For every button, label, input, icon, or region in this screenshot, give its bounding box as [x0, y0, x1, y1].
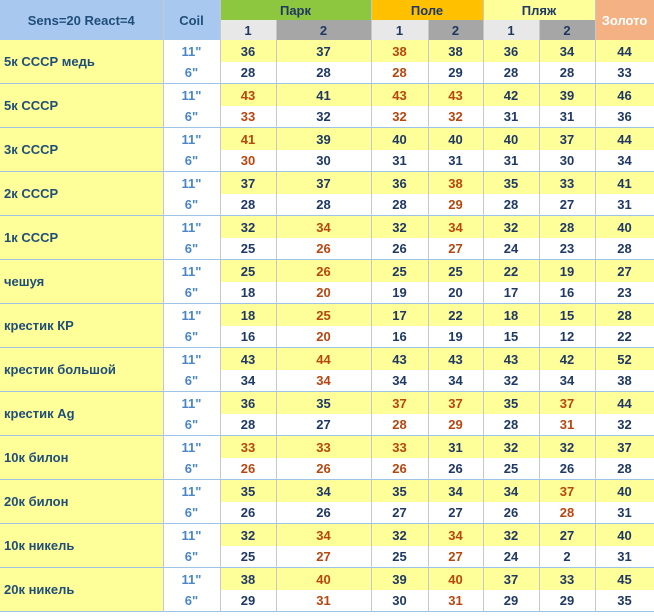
depth-value: 26: [220, 458, 276, 480]
depth-value: 43: [371, 348, 428, 371]
park-header: Парк: [220, 0, 371, 20]
gold-value: 38: [595, 370, 654, 392]
depth-value: 36: [483, 40, 539, 62]
depth-value: 16: [539, 282, 595, 304]
gold-value: 46: [595, 84, 654, 107]
depth-value: 40: [371, 128, 428, 151]
coin-name: 5к СССР: [0, 84, 163, 128]
depth-value: 40: [276, 568, 371, 591]
depth-value: 12: [539, 326, 595, 348]
depth-value: 28: [371, 62, 428, 84]
table-row: [0, 216, 654, 239]
coil-size: 11": [163, 392, 220, 415]
depth-value: 28: [539, 502, 595, 524]
coin-name: крестик КР: [0, 304, 163, 348]
depth-value: 29: [428, 62, 483, 84]
depth-value: 44: [276, 348, 371, 371]
coil-size: 6": [163, 414, 220, 436]
depth-value: 36: [371, 172, 428, 195]
depth-value: 25: [371, 260, 428, 283]
depth-value: 43: [428, 84, 483, 107]
gold-value: 40: [595, 524, 654, 547]
depth-value: 34: [276, 370, 371, 392]
depth-value: 15: [483, 326, 539, 348]
coil-size: 11": [163, 128, 220, 151]
pole-sub-2: 2: [428, 20, 483, 40]
pole-header: Поле: [371, 0, 483, 20]
depth-value: 17: [371, 304, 428, 327]
depth-value: 18: [483, 304, 539, 327]
gold-header: Золото: [595, 0, 654, 40]
depth-value: 35: [483, 172, 539, 195]
coil-size: 6": [163, 458, 220, 480]
depth-value: 15: [539, 304, 595, 327]
depth-value: 43: [428, 348, 483, 371]
coil-size: 11": [163, 524, 220, 547]
depth-value: 28: [539, 62, 595, 84]
depth-value: 38: [371, 40, 428, 62]
depth-value: 34: [220, 370, 276, 392]
coil-size: 6": [163, 194, 220, 216]
gold-value: 28: [595, 304, 654, 327]
depth-value: 42: [539, 348, 595, 371]
depth-value: 27: [276, 414, 371, 436]
depth-value: 25: [371, 546, 428, 568]
gold-value: 31: [595, 194, 654, 216]
coin-name: 20к никель: [0, 568, 163, 612]
depth-value: 30: [220, 150, 276, 172]
gold-value: 31: [595, 502, 654, 524]
gold-value: 41: [595, 172, 654, 195]
table-row: [0, 172, 654, 195]
depth-value: 26: [371, 458, 428, 480]
depth-value: 34: [483, 480, 539, 503]
depth-value: 25: [220, 546, 276, 568]
depth-value: 32: [483, 216, 539, 239]
depth-value: 43: [371, 84, 428, 107]
coil-size: 6": [163, 62, 220, 84]
depth-value: 31: [539, 106, 595, 128]
gold-value: 33: [595, 62, 654, 84]
depth-value: 25: [276, 304, 371, 327]
gold-value: 28: [595, 458, 654, 480]
gold-value: 34: [595, 150, 654, 172]
depth-value: 28: [483, 414, 539, 436]
depth-value: 36: [220, 40, 276, 62]
depth-value: 37: [276, 40, 371, 62]
coil-size: 11": [163, 568, 220, 591]
gold-value: 31: [595, 546, 654, 568]
depth-value: 25: [220, 238, 276, 260]
depth-value: 34: [428, 480, 483, 503]
depth-value: 34: [539, 40, 595, 62]
table-row: [0, 524, 654, 547]
depth-value: 37: [539, 392, 595, 415]
depth-value: 34: [276, 480, 371, 503]
depth-value: 35: [220, 480, 276, 503]
depth-value: 32: [483, 436, 539, 459]
table-row: [0, 348, 654, 371]
coin-name: 5к СССР медь: [0, 40, 163, 84]
depth-value: 2: [539, 546, 595, 568]
gold-value: 35: [595, 590, 654, 612]
depth-value: 35: [483, 392, 539, 415]
coil-size: 11": [163, 480, 220, 503]
depth-value: 34: [428, 216, 483, 239]
plyazh-sub-1: 1: [483, 20, 539, 40]
coil-size: 11": [163, 216, 220, 239]
depth-value: 27: [428, 546, 483, 568]
depth-value: 29: [539, 590, 595, 612]
depth-value: 32: [483, 370, 539, 392]
depth-value: 16: [220, 326, 276, 348]
depth-value: 27: [371, 502, 428, 524]
coil-size: 11": [163, 260, 220, 283]
coin-name: 10к никель: [0, 524, 163, 568]
coin-name: чешуя: [0, 260, 163, 304]
gold-value: 40: [595, 480, 654, 503]
depth-value: 39: [276, 128, 371, 151]
depth-value: 37: [276, 172, 371, 195]
depth-value: 19: [428, 326, 483, 348]
depth-value: 37: [483, 568, 539, 591]
settings-header: Sens=20 React=4: [0, 0, 163, 40]
coin-name: 1к СССР: [0, 216, 163, 260]
gold-value: 45: [595, 568, 654, 591]
depth-value: 18: [220, 304, 276, 327]
depth-value: 20: [276, 326, 371, 348]
depth-value: 23: [539, 238, 595, 260]
coil-size: 6": [163, 590, 220, 612]
gold-value: 28: [595, 238, 654, 260]
depth-value: 31: [428, 436, 483, 459]
table-row: [0, 568, 654, 591]
gold-value: 23: [595, 282, 654, 304]
depth-value: 28: [483, 194, 539, 216]
depth-value: 38: [428, 172, 483, 195]
depth-value: 27: [428, 502, 483, 524]
coil-size: 11": [163, 436, 220, 459]
depth-value: 32: [220, 216, 276, 239]
depth-value: 26: [276, 502, 371, 524]
depth-value: 26: [276, 260, 371, 283]
depth-value: 34: [539, 370, 595, 392]
pole-sub-1: 1: [371, 20, 428, 40]
table-body: [0, 40, 654, 612]
depth-value: 41: [220, 128, 276, 151]
depth-value: 31: [428, 590, 483, 612]
depth-value: 33: [220, 106, 276, 128]
coil-size: 6": [163, 238, 220, 260]
depth-value: 28: [539, 216, 595, 239]
gold-value: 36: [595, 106, 654, 128]
depth-value: 26: [276, 238, 371, 260]
depth-value: 25: [483, 458, 539, 480]
depth-value: 20: [276, 282, 371, 304]
depth-value: 40: [483, 128, 539, 151]
depth-value: 25: [220, 260, 276, 283]
coil-size: 11": [163, 84, 220, 107]
park-sub-2: 2: [276, 20, 371, 40]
table-row: [0, 436, 654, 459]
depth-value: 34: [276, 524, 371, 547]
depth-value: 26: [428, 458, 483, 480]
depth-value: 32: [483, 524, 539, 547]
depth-value: 22: [428, 304, 483, 327]
depth-value: 29: [428, 414, 483, 436]
depth-value: 26: [539, 458, 595, 480]
depth-value: 19: [539, 260, 595, 283]
depth-value: 31: [483, 150, 539, 172]
depth-value: 39: [539, 84, 595, 107]
coin-name: крестик Ag: [0, 392, 163, 436]
depth-value: 32: [371, 524, 428, 547]
depth-value: 33: [371, 436, 428, 459]
gold-value: 22: [595, 326, 654, 348]
gold-value: 32: [595, 414, 654, 436]
coil-size: 11": [163, 348, 220, 371]
depth-value: 30: [539, 150, 595, 172]
coil-size: 11": [163, 40, 220, 62]
depth-value: 31: [371, 150, 428, 172]
depth-value: 43: [220, 84, 276, 107]
gold-value: 44: [595, 40, 654, 62]
plyazh-header: Пляж: [483, 0, 595, 20]
coin-name: 3к СССР: [0, 128, 163, 172]
depth-value: 22: [483, 260, 539, 283]
depth-value: 35: [371, 480, 428, 503]
depth-value: 32: [276, 106, 371, 128]
depth-value: 24: [483, 546, 539, 568]
table-row: [0, 304, 654, 327]
depth-value: 37: [428, 392, 483, 415]
depth-value: 28: [220, 62, 276, 84]
depth-value: 29: [428, 194, 483, 216]
depth-value: 33: [539, 568, 595, 591]
depth-value: 18: [220, 282, 276, 304]
depth-value: 32: [539, 436, 595, 459]
depth-value: 37: [371, 392, 428, 415]
coil-size: 11": [163, 304, 220, 327]
depth-value: 28: [276, 194, 371, 216]
depth-value: 19: [371, 282, 428, 304]
gold-value: 37: [595, 436, 654, 459]
depth-value: 37: [220, 172, 276, 195]
coin-name: 2к СССР: [0, 172, 163, 216]
depth-value: 27: [539, 194, 595, 216]
gold-value: 40: [595, 216, 654, 239]
depth-value: 32: [428, 106, 483, 128]
depth-value: 33: [539, 172, 595, 195]
depth-value: 34: [428, 370, 483, 392]
table-row: [0, 128, 654, 151]
depth-value: 43: [220, 348, 276, 371]
depth-value: 27: [428, 238, 483, 260]
depth-value: 34: [276, 216, 371, 239]
depth-value: 28: [220, 194, 276, 216]
coin-name: крестик большой: [0, 348, 163, 392]
table-row: [0, 480, 654, 503]
table-row: [0, 392, 654, 415]
depth-value: 20: [428, 282, 483, 304]
depth-value: 35: [276, 392, 371, 415]
depth-value: 32: [371, 106, 428, 128]
coil-header: Coil: [163, 0, 220, 40]
coil-size: 6": [163, 370, 220, 392]
gold-value: 52: [595, 348, 654, 371]
depth-value: 25: [428, 260, 483, 283]
depth-value: 30: [371, 590, 428, 612]
depth-value: 32: [371, 216, 428, 239]
depth-value: 17: [483, 282, 539, 304]
depth-value: 27: [276, 546, 371, 568]
table-row: [0, 260, 654, 283]
depth-value: 26: [276, 458, 371, 480]
depth-value: 42: [483, 84, 539, 107]
depth-value: 32: [220, 524, 276, 547]
depth-value: 38: [428, 40, 483, 62]
depth-value: 28: [220, 414, 276, 436]
coin-name: 10к билон: [0, 436, 163, 480]
depth-value: 34: [371, 370, 428, 392]
plyazh-sub-2: 2: [539, 20, 595, 40]
depth-value: 38: [220, 568, 276, 591]
depth-value: 37: [539, 480, 595, 503]
depth-value: 28: [371, 194, 428, 216]
coil-size: 6": [163, 502, 220, 524]
depth-value: 24: [483, 238, 539, 260]
table-row: [0, 84, 654, 107]
depth-value: 30: [276, 150, 371, 172]
depth-value: 27: [539, 524, 595, 547]
coil-size: 6": [163, 326, 220, 348]
coil-size: 6": [163, 282, 220, 304]
depth-value: 31: [539, 414, 595, 436]
park-sub-1: 1: [220, 20, 276, 40]
depth-value: 40: [428, 128, 483, 151]
gold-value: 27: [595, 260, 654, 283]
coil-size: 11": [163, 172, 220, 195]
depth-value: 34: [428, 524, 483, 547]
depth-value: 41: [276, 84, 371, 107]
depth-value: 36: [220, 392, 276, 415]
depth-value: 40: [428, 568, 483, 591]
coin-name: 20к билон: [0, 480, 163, 524]
depth-value: 16: [371, 326, 428, 348]
depth-value: 33: [220, 436, 276, 459]
depth-value: 26: [371, 238, 428, 260]
depth-value: 43: [483, 348, 539, 371]
depth-value: 29: [220, 590, 276, 612]
coil-size: 6": [163, 150, 220, 172]
table-row: [0, 40, 654, 62]
depth-value: 26: [220, 502, 276, 524]
depth-value: 28: [371, 414, 428, 436]
coil-size: 6": [163, 546, 220, 568]
depth-value: 37: [539, 128, 595, 151]
depth-value: 26: [483, 502, 539, 524]
depth-value: 31: [483, 106, 539, 128]
depth-value: 28: [276, 62, 371, 84]
depth-value: 31: [276, 590, 371, 612]
depth-value: 31: [428, 150, 483, 172]
depth-value: 39: [371, 568, 428, 591]
depth-value: 28: [483, 62, 539, 84]
coil-size: 6": [163, 106, 220, 128]
gold-value: 44: [595, 128, 654, 151]
gold-value: 44: [595, 392, 654, 415]
depth-value: 29: [483, 590, 539, 612]
depth-value: 33: [276, 436, 371, 459]
